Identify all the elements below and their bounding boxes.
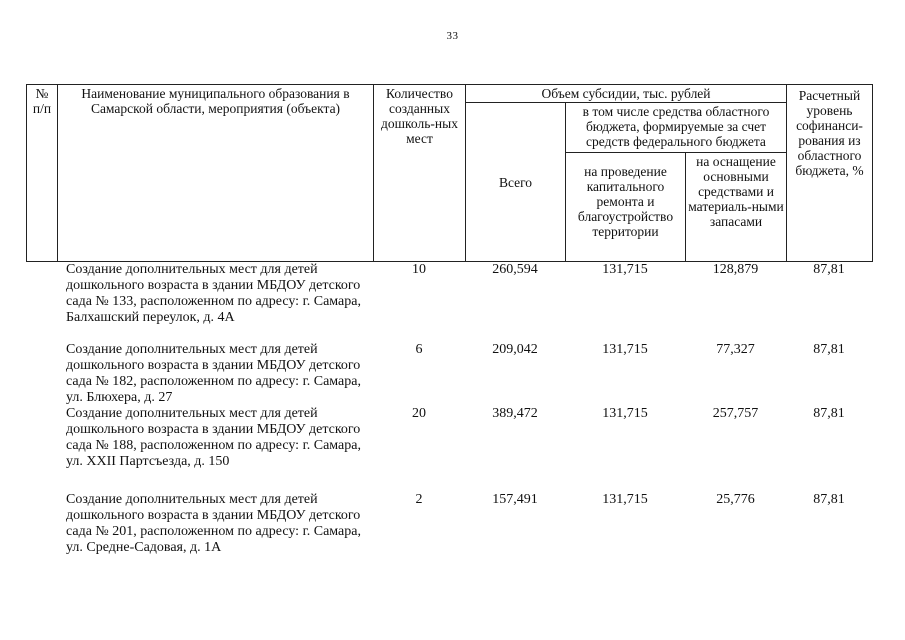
- table-header: [26, 84, 873, 262]
- table-row: [26, 406, 872, 492]
- header-places: Количество созданных дошколь-ных мест: [374, 85, 466, 262]
- header-rate: Расчетный уровень софинанси-рования из областного бюджета, %: [787, 85, 873, 262]
- row-places: 10: [412, 262, 426, 277]
- row-name: Создание дополнительных мест для детей дошкольного возраста в здании МБДОУ детского сада № 188, расположенном по адресу: г. Самара, ул. XXII Партсъезда, д. 150: [66, 406, 361, 469]
- row-total: 389,472: [492, 406, 538, 421]
- row-total: 157,491: [492, 492, 538, 507]
- header-name: Наименование муниципального образования в Самарской области, мероприятия (объекта): [58, 85, 374, 262]
- row-equipment: 25,776: [716, 492, 755, 507]
- header-equipment: на оснащение основными средствами и материаль-ными запасами: [686, 153, 787, 262]
- row-name: Создание дополнительных мест для детей дошкольного возраста в здании МБДОУ детского сада № 133, расположенном по адресу: г. Самара, Балхашский переулок, д. 4А: [66, 262, 361, 325]
- row-rate: 87,81: [813, 406, 845, 421]
- row-places: 20: [412, 406, 426, 421]
- row-equipment: 257,757: [712, 406, 759, 421]
- row-rate: 87,81: [813, 342, 845, 357]
- row-repair: 131,715: [602, 492, 648, 507]
- header-subsidy: Объем субсидии, тыс. рублей: [466, 85, 787, 103]
- row-places: 6: [415, 342, 423, 357]
- header-repair: на проведение капитального ремонта и благоустройство территории: [566, 153, 686, 262]
- table-body: [26, 262, 872, 572]
- row-repair: 131,715: [602, 342, 648, 357]
- row-equipment: 128,879: [712, 262, 759, 277]
- row-rate: 87,81: [813, 262, 845, 277]
- row-name: Создание дополнительных мест для детей дошкольного возраста в здании МБДОУ детского сада № 182, расположенном по адресу: г. Самара, ул. Блюхера, д. 27: [66, 342, 361, 405]
- table-row: [26, 492, 872, 572]
- table-row: [26, 342, 872, 406]
- table-row: [26, 262, 872, 342]
- row-places: 2: [415, 492, 423, 507]
- header-num: № п/п: [27, 85, 58, 262]
- page-number: 33: [446, 30, 459, 42]
- row-name: Создание дополнительных мест для детей дошкольного возраста в здании МБДОУ детского сада № 201, расположенном по адресу: г. Самара, ул. Средне-Садовая, д. 1А: [66, 492, 361, 555]
- row-repair: 131,715: [602, 406, 648, 421]
- header-total: Всего: [466, 103, 566, 262]
- header-federal-share: в том числе средства областного бюджета, формируемые за счет средств федерального бюджета: [566, 103, 787, 153]
- row-total: 209,042: [492, 342, 538, 357]
- row-equipment: 77,327: [716, 342, 755, 357]
- row-rate: 87,81: [813, 492, 845, 507]
- row-total: 260,594: [492, 262, 538, 277]
- row-repair: 131,715: [602, 262, 648, 277]
